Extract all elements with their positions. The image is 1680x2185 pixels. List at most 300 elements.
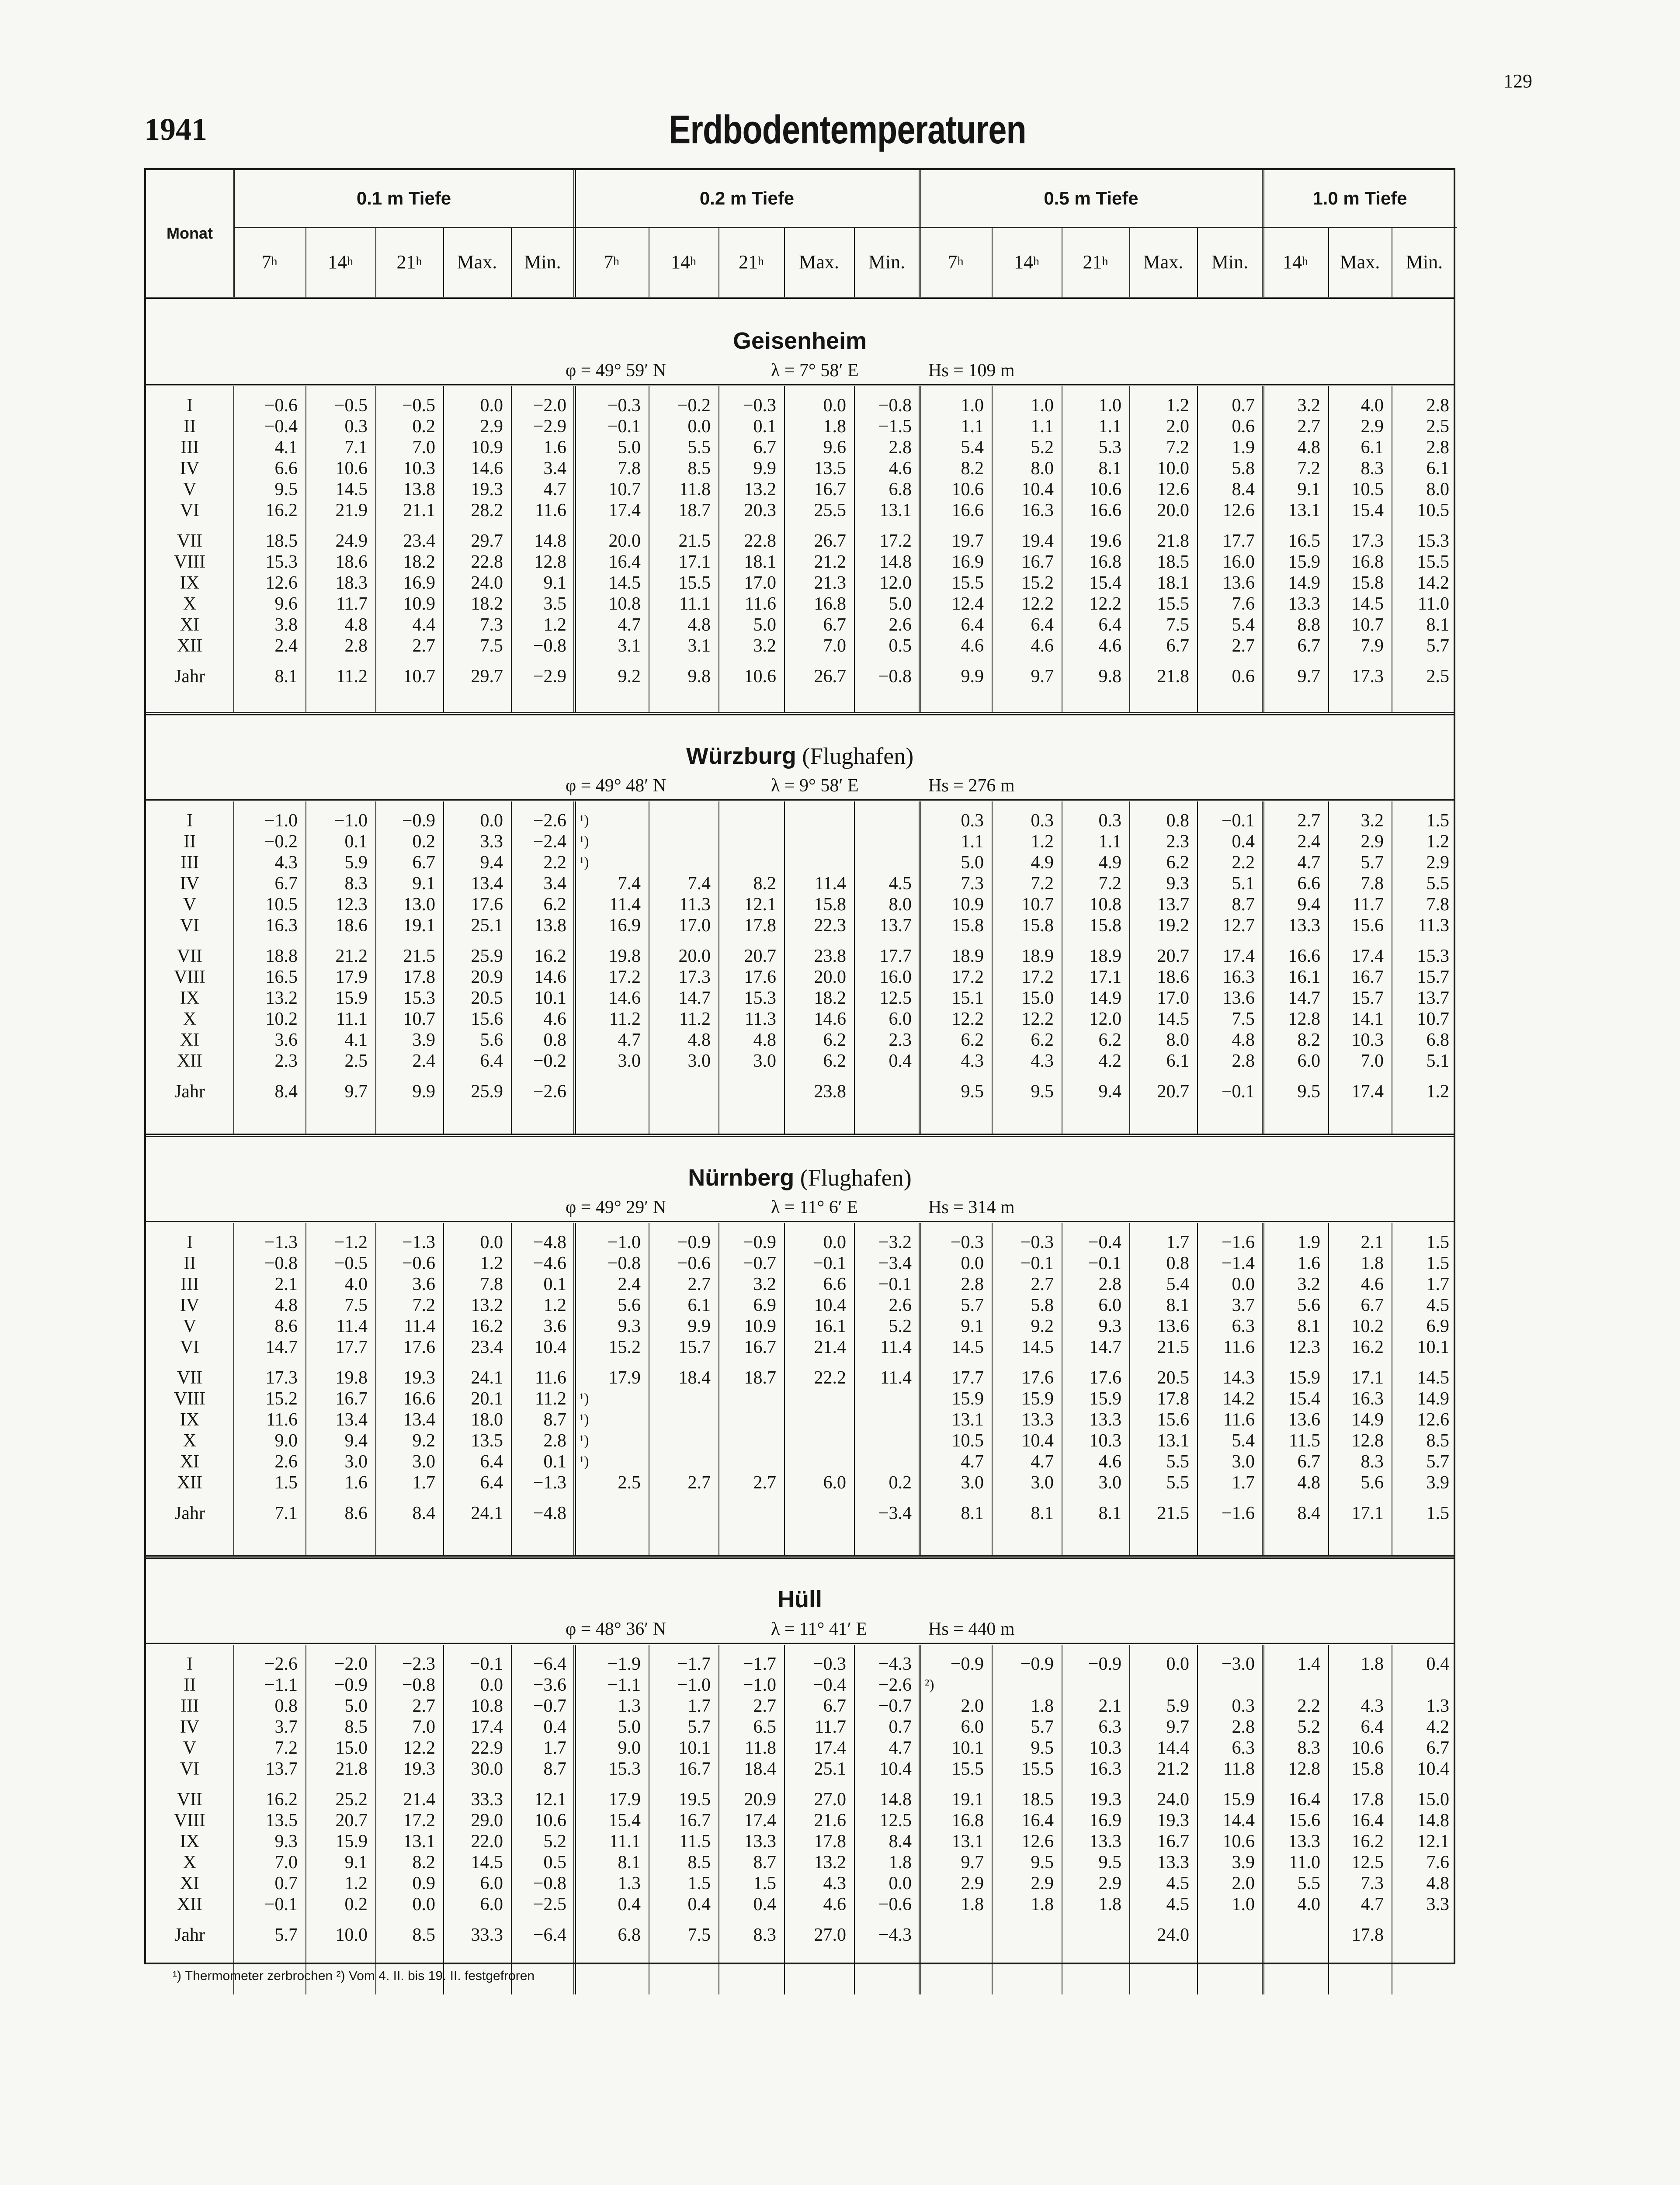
table-cell: −1.3 [264, 1232, 298, 1252]
table-cell: 12.6 [1222, 500, 1255, 520]
table-cell: 20.0 [1157, 500, 1189, 520]
table-cell: 4.3 [274, 853, 298, 873]
table-cell: 8.6 [344, 1503, 368, 1523]
table-cell: −0.7 [533, 1696, 566, 1716]
table-cell: 24.1 [471, 1503, 503, 1523]
table-cell: 16.7 [678, 1810, 711, 1831]
table-cell: 15.9 [335, 988, 368, 1008]
table-cell: 19.7 [951, 531, 984, 551]
table-cell: 16.6 [1288, 946, 1320, 966]
table-cell: 16.3 [1021, 500, 1054, 520]
column-header [719, 227, 784, 297]
table-cell: 22.3 [814, 916, 846, 936]
month-label: XII [177, 1894, 203, 1914]
table-cell: −1.4 [1221, 1253, 1255, 1273]
table-cell: 2.8 [961, 1274, 984, 1294]
table-cell: 4.8 [687, 1030, 711, 1050]
station-name [146, 327, 1454, 354]
table-cell: 9.9 [412, 1082, 435, 1102]
table-cell: 10.7 [1021, 895, 1054, 915]
station-coordinates [146, 1197, 1454, 1219]
table-cell: 33.3 [471, 1925, 503, 1945]
table-cell: 2.3 [1166, 832, 1189, 852]
table-cell: 16.3 [1351, 1389, 1384, 1409]
divider [1129, 227, 1130, 297]
table-cell: ¹) [580, 1412, 589, 1428]
table-cell: −0.3 [950, 1232, 984, 1252]
month-label: X [183, 1431, 197, 1451]
table-cell: 17.6 [403, 1337, 435, 1357]
table-cell: 18.5 [265, 531, 298, 551]
month-label: III [180, 853, 199, 873]
table-cell: 15.4 [608, 1810, 641, 1831]
table-cell: 13.8 [534, 916, 566, 936]
table-cell: 5.2 [1297, 1717, 1320, 1737]
table-cell: 29.7 [471, 666, 503, 687]
month-label: Jahr [174, 1082, 205, 1102]
table-cell: 16.6 [1089, 500, 1121, 520]
table-cell: 6.6 [823, 1274, 846, 1294]
table-cell: 2.7 [687, 1274, 711, 1294]
table-cell: 2.9 [1426, 853, 1449, 873]
table-cell: 21.4 [403, 1790, 435, 1810]
table-cell: 9.9 [687, 1316, 711, 1336]
table-cell: 13.4 [335, 1410, 368, 1430]
table-cell: 5.0 [344, 1696, 368, 1716]
table-cell: 14.9 [1417, 1389, 1449, 1409]
table-cell: 18.0 [471, 1410, 503, 1430]
month-label: III [180, 1696, 199, 1716]
table-cell: 1.0 [1232, 1894, 1255, 1914]
table-cell: 16.9 [403, 573, 435, 593]
table-cell: 11.7 [815, 1717, 846, 1737]
table-cell: 11.4 [609, 895, 641, 915]
table-cell: 11.7 [1352, 895, 1384, 915]
table-cell: 6.9 [1426, 1316, 1449, 1336]
table-cell: 9.1 [412, 874, 435, 894]
table-cell: 1.5 [1426, 811, 1449, 831]
table-cell: 4.0 [1297, 1894, 1320, 1914]
table-cell: 9.8 [1098, 666, 1121, 687]
table-cell: 8.1 [961, 1503, 984, 1523]
table-cell: 16.8 [1089, 552, 1121, 572]
table-cell: 6.7 [753, 437, 776, 458]
month-label: VI [180, 1337, 200, 1357]
table-cell: 4.6 [543, 1009, 566, 1029]
table-cell: 14.8 [534, 531, 566, 551]
table-cell: 1.5 [274, 1473, 298, 1493]
table-cell: 17.1 [678, 552, 711, 572]
table-cell: 13.2 [744, 479, 776, 499]
table-cell: 12.6 [1417, 1410, 1449, 1430]
column-header [784, 227, 854, 297]
table-cell: −0.3 [743, 395, 776, 416]
table-cell: −1.3 [533, 1473, 566, 1493]
table-cell: −2.4 [533, 832, 566, 852]
table-cell: 12.6 [265, 573, 298, 593]
table-cell: 8.0 [889, 895, 912, 915]
table-cell: 15.1 [951, 988, 984, 1008]
month-label: V [183, 895, 197, 915]
table-cell: 12.0 [879, 573, 912, 593]
table-cell: 14.5 [1417, 1368, 1449, 1388]
table-cell: 1.6 [543, 437, 566, 458]
table-cell: 16.7 [744, 1337, 776, 1357]
table-cell: −1.9 [607, 1654, 641, 1674]
month-label: Jahr [174, 1925, 205, 1945]
table-cell: 9.5 [1031, 1852, 1054, 1873]
table-cell: 19.1 [951, 1790, 984, 1810]
table-cell: 15.3 [1417, 531, 1449, 551]
table-cell: 10.6 [1222, 1831, 1255, 1852]
table-cell: 1.6 [344, 1473, 368, 1493]
table-cell: 12.3 [335, 895, 368, 915]
table-cell: 0.3 [1232, 1696, 1255, 1716]
table-cell: 0.1 [753, 416, 776, 437]
table-cell: −0.8 [607, 1253, 641, 1273]
table-cell: 26.7 [814, 531, 846, 551]
table-cell: 11.6 [1223, 1410, 1255, 1430]
table-cell: 6.7 [1297, 1452, 1320, 1472]
table-cell: 3.2 [753, 636, 776, 656]
table-cell: 10.4 [1417, 1759, 1449, 1779]
table-cell: 14.6 [814, 1009, 846, 1029]
table-cell: 15.5 [1417, 552, 1449, 572]
table-cell: 0.0 [889, 1873, 912, 1894]
table-cell: 15.8 [951, 916, 984, 936]
table-cell: 6.8 [1426, 1030, 1449, 1050]
table-cell: 4.7 [961, 1452, 984, 1472]
column-header-label: 7 [604, 251, 613, 273]
table-cell: 8.0 [1031, 458, 1054, 479]
table-cell: 17.8 [814, 1831, 846, 1852]
table-cell: 8.1 [618, 1852, 641, 1873]
table-cell: −1.1 [607, 1675, 641, 1695]
table-cell: 4.7 [889, 1738, 912, 1758]
table-cell: 3.8 [274, 615, 298, 635]
table-cell: 7.5 [687, 1925, 711, 1945]
month-label: IX [180, 1831, 200, 1852]
table-cell: 15.9 [1021, 1389, 1054, 1409]
station-name-text: Geisenheim [732, 328, 867, 354]
table-cell: 7.2 [1166, 437, 1189, 458]
table-cell: 6.0 [961, 1717, 984, 1737]
table-cell: 0.7 [1232, 395, 1255, 416]
table-cell: 0.2 [412, 416, 435, 437]
table-cell: 0.1 [543, 1274, 566, 1294]
table-cell: 11.0 [1418, 594, 1449, 614]
table-cell: 11.8 [745, 1738, 776, 1758]
table-cell: −2.6 [533, 811, 566, 831]
table-cell: 13.3 [1288, 916, 1320, 936]
table-cell: 0.3 [344, 416, 368, 437]
table-cell: −2.3 [402, 1654, 435, 1674]
table-cell: 17.8 [1351, 1790, 1384, 1810]
table-cell: 4.3 [1361, 1696, 1384, 1716]
table-cell: 5.3 [1098, 437, 1121, 458]
table-cell: 10.6 [1351, 1738, 1384, 1758]
table-cell: 9.3 [1098, 1316, 1121, 1336]
table-cell: 9.3 [274, 1831, 298, 1852]
divider [784, 227, 785, 297]
table-cell: 4.8 [1297, 1473, 1320, 1493]
table-body [146, 297, 1454, 1963]
table-cell: 5.0 [753, 615, 776, 635]
table-cell: 9.4 [1297, 895, 1320, 915]
table-cell: 4.7 [1361, 1894, 1384, 1914]
month-label: XII [177, 1051, 203, 1071]
table-cell: 13.6 [1157, 1316, 1189, 1336]
table-cell: 10.6 [951, 479, 984, 499]
table-cell: 13.1 [403, 1831, 435, 1852]
table-cell: −0.6 [264, 395, 298, 416]
table-cell: 10.4 [1021, 1431, 1054, 1451]
table-cell: 15.2 [265, 1389, 298, 1409]
table-cell: 4.1 [344, 1030, 368, 1050]
table-cell: 9.9 [753, 458, 776, 479]
table-cell: 17.6 [1089, 1368, 1121, 1388]
table-cell: 9.5 [1297, 1082, 1320, 1102]
table-cell: 3.0 [412, 1452, 435, 1472]
table-cell: 18.9 [951, 946, 984, 966]
group-header: 0.1 m Tiefe [356, 188, 451, 208]
table-cell: 10.7 [403, 1009, 435, 1029]
table-cell: 0.5 [889, 636, 912, 656]
table-cell: 27.0 [814, 1925, 846, 1945]
table-cell: −4.3 [878, 1925, 912, 1945]
table-cell: 10.1 [534, 988, 566, 1008]
table-cell: −0.8 [878, 666, 912, 687]
month-label: I [187, 1654, 193, 1674]
table-cell: 15.6 [1351, 916, 1384, 936]
month-label: II [184, 1253, 196, 1273]
table-cell: 0.0 [480, 1675, 503, 1695]
table-cell: 15.7 [678, 1337, 711, 1357]
column-header-label: Max. [1143, 251, 1184, 273]
table-cell: −0.2 [677, 395, 711, 416]
table-cell: 14.7 [1288, 988, 1320, 1008]
table-cell: 1.8 [961, 1894, 984, 1914]
table-cell: 2.5 [344, 1051, 368, 1071]
table-cell: 0.0 [412, 1894, 435, 1914]
table-cell: 1.1 [961, 416, 984, 437]
table-cell: ¹) [580, 854, 589, 871]
column-header-label: Max. [457, 251, 497, 273]
table-cell: 0.8 [543, 1030, 566, 1050]
table-cell: 29.0 [471, 1810, 503, 1831]
table-cell: 9.4 [480, 853, 503, 873]
table-cell: 9.4 [1098, 1082, 1121, 1102]
table-cell: 0.6 [1232, 666, 1255, 687]
table-cell: 6.8 [889, 479, 912, 499]
column-header [375, 227, 443, 297]
table-cell: 16.4 [608, 552, 641, 572]
table-cell: −0.7 [878, 1696, 912, 1716]
table-cell: 2.7 [1031, 1274, 1054, 1294]
column-header-label: Min. [1211, 251, 1249, 273]
table-cell: 12.5 [879, 1810, 912, 1831]
table-cell: 30.0 [471, 1759, 503, 1779]
table-cell: 9.5 [961, 1082, 984, 1102]
table-cell: 2.5 [1426, 416, 1449, 437]
month-label: V [183, 1738, 197, 1758]
table-cell: 7.1 [274, 1503, 298, 1523]
table-cell: 0.3 [1098, 811, 1121, 831]
table-cell: 16.4 [1351, 1810, 1384, 1831]
table-cell: 10.0 [335, 1925, 368, 1945]
table-cell: 6.2 [823, 1030, 846, 1050]
table-cell: 22.8 [471, 552, 503, 572]
table-cell: 20.5 [1157, 1368, 1189, 1388]
table-cell: 2.9 [961, 1873, 984, 1894]
table-cell: 11.3 [745, 1009, 776, 1029]
table-cell: 13.3 [744, 1831, 776, 1852]
coordinate-hs: Hs = 440 m [928, 1619, 1015, 1639]
table-cell: ²) [925, 1677, 934, 1693]
hour-superscript: h [957, 255, 964, 268]
table-cell: 0.0 [687, 416, 711, 437]
table-cell: −2.0 [533, 395, 566, 416]
table-cell: 25.1 [814, 1759, 846, 1779]
table-cell: 7.6 [1426, 1852, 1449, 1873]
month-label: II [184, 832, 196, 852]
table-cell: 18.4 [744, 1759, 776, 1779]
table-cell: −1.2 [334, 1232, 368, 1252]
table-cell: 21.2 [335, 946, 368, 966]
table-cell: 12.2 [1089, 594, 1121, 614]
table-cell: −0.1 [607, 416, 641, 437]
table-cell: 4.0 [344, 1274, 368, 1294]
table-cell: 12.2 [1021, 594, 1054, 614]
table-cell: 24.0 [1157, 1790, 1189, 1810]
table-cell: 21.8 [1157, 531, 1189, 551]
table-cell: −3.4 [878, 1503, 912, 1523]
table-cell: 23.8 [814, 1082, 846, 1102]
table-cell: 5.4 [1232, 615, 1255, 635]
table-cell: 8.7 [543, 1759, 566, 1779]
month-label: I [187, 395, 193, 416]
table-cell: 15.3 [403, 988, 435, 1008]
table-cell: 17.9 [608, 1368, 641, 1388]
table-cell: 9.7 [1166, 1717, 1189, 1737]
table-cell: 13.2 [471, 1295, 503, 1315]
table-cell: 17.6 [1021, 1368, 1054, 1388]
table-cell: 15.6 [1157, 1410, 1189, 1430]
month-label: II [184, 416, 196, 437]
table-cell: 18.2 [814, 988, 846, 1008]
table-cell: 14.5 [1351, 594, 1384, 614]
hour-superscript: h [690, 255, 696, 268]
table-cell: ¹) [580, 1391, 589, 1407]
month-label: XII [177, 1473, 203, 1493]
table-cell: 13.7 [1157, 895, 1189, 915]
table-cell: −1.0 [743, 1675, 776, 1695]
month-label: IV [180, 874, 200, 894]
station-block [146, 297, 1454, 712]
table-cell: −2.5 [533, 1894, 566, 1914]
table-cell: 16.5 [1288, 531, 1320, 551]
table-cell: 12.5 [1351, 1852, 1384, 1873]
table-cell: 8.7 [1232, 895, 1255, 915]
column-header-label: 21 [1083, 251, 1102, 273]
divider [375, 227, 376, 297]
table-cell: 17.7 [1222, 531, 1255, 551]
table-cell: 15.9 [335, 1831, 368, 1852]
table-cell: 18.6 [1157, 967, 1189, 987]
table-cell: 17.4 [471, 1717, 503, 1737]
table-cell: 8.5 [344, 1717, 368, 1737]
table-cell: 7.4 [618, 874, 641, 894]
table-cell: 20.5 [471, 988, 503, 1008]
table-cell: 21.8 [1157, 666, 1189, 687]
table-cell: 17.0 [678, 916, 711, 936]
table-cell: 8.1 [1031, 1503, 1054, 1523]
coordinate-phi: φ = 49° 59′ N [566, 361, 666, 381]
table-cell: 4.7 [543, 479, 566, 499]
table-cell: 8.5 [687, 1852, 711, 1873]
table-cell: 15.3 [744, 988, 776, 1008]
table-cell: 7.2 [412, 1295, 435, 1315]
table-cell: 2.9 [1098, 1873, 1121, 1894]
table-cell: 18.7 [678, 500, 711, 520]
table-cell: 18.7 [744, 1368, 776, 1388]
table-cell: 5.7 [961, 1295, 984, 1315]
coordinate-phi: φ = 49° 48′ N [566, 776, 666, 796]
table-cell: 8.0 [1166, 1030, 1189, 1050]
table-cell: 3.3 [1426, 1894, 1449, 1914]
table-cell: 8.7 [543, 1410, 566, 1430]
column-header [233, 227, 305, 297]
table-cell: 16.7 [1351, 967, 1384, 987]
table-cell: 4.5 [889, 874, 912, 894]
table-cell: 6.7 [274, 874, 298, 894]
table-cell: −0.6 [878, 1894, 912, 1914]
month-label: IV [180, 458, 200, 479]
table-cell: 18.4 [678, 1368, 711, 1388]
month-label: Jahr [174, 666, 205, 687]
table-cell: 33.3 [471, 1790, 503, 1810]
table-cell: 5.2 [543, 1831, 566, 1852]
table-cell: 6.0 [480, 1894, 503, 1914]
table-cell: 4.7 [1297, 853, 1320, 873]
column-header [992, 227, 1062, 297]
table-cell: 15.5 [1157, 594, 1189, 614]
table-cell: 20.9 [744, 1790, 776, 1810]
month-label: X [183, 1009, 197, 1029]
table-cell: 10.4 [814, 1295, 846, 1315]
table-cell: 2.4 [1297, 832, 1320, 852]
table-cell: 5.0 [618, 437, 641, 458]
table-cell: 13.5 [814, 458, 846, 479]
table-cell: 10.9 [471, 437, 503, 458]
table-cell: 2.4 [618, 1274, 641, 1294]
divider [146, 1555, 1454, 1559]
table-cell: −3.0 [1221, 1654, 1255, 1674]
column-header [1392, 227, 1457, 297]
table-cell: 14.7 [1089, 1337, 1121, 1357]
table-cell: 1.2 [480, 1253, 503, 1273]
table-cell: 24.1 [471, 1368, 503, 1388]
table-cell: −0.2 [533, 1051, 566, 1071]
table-cell: 4.8 [1232, 1030, 1255, 1050]
table-cell: 5.9 [344, 853, 368, 873]
table-cell: 5.7 [1361, 853, 1384, 873]
table-cell: 6.0 [823, 1473, 846, 1493]
month-label: XI [180, 1452, 200, 1472]
table-cell: 5.1 [1426, 1051, 1449, 1071]
table-cell: −0.9 [334, 1675, 368, 1695]
table-cell: 9.5 [1098, 1852, 1121, 1873]
